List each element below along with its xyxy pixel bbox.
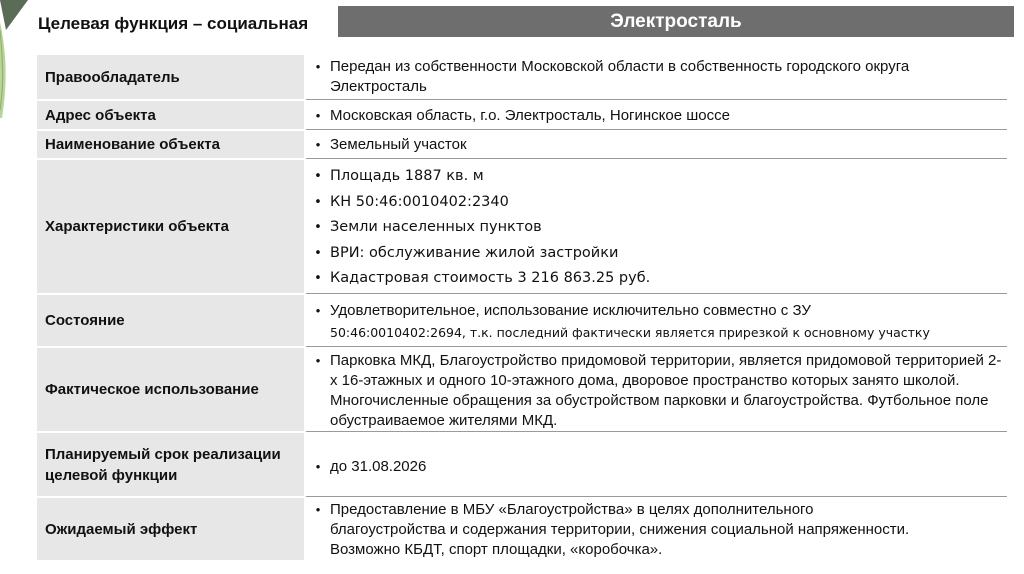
value-planned-term (306, 433, 1007, 497)
value-text: Земельный участок (330, 136, 467, 153)
value-text: Предоставление в МБУ «Благоустройства» в целях дополнительного благоустройства и содержания территории, снижения социальной напряженности. Возможно КБДТ, спорт площадки, «коробочка». (330, 501, 910, 558)
bullet-icon: • (314, 220, 322, 235)
page-title: Целевая функция – социальная (38, 14, 309, 33)
label-characteristics: Характеристики объекта (37, 160, 304, 294)
bullet-icon: • (315, 108, 321, 123)
value-condition (306, 300, 1007, 347)
value-text: до 31.08.2026 (330, 458, 427, 475)
value-expected-effect (306, 500, 1007, 566)
value-text: Удовлетворительное, использование исключительно совместно с ЗУ (330, 302, 811, 319)
bullet-icon: • (314, 169, 322, 184)
value-address (306, 101, 1007, 130)
value-owner (306, 57, 1007, 100)
value-characteristics (306, 164, 1007, 294)
label-actual-use: Фактическое использование (37, 348, 304, 432)
characteristic-item: Земли населенных пунктов (330, 219, 542, 235)
characteristic-item: Кадастровая стоимость 3 216 863.25 руб. (330, 270, 651, 286)
value-name (306, 131, 1007, 159)
bullet-icon: • (315, 459, 321, 474)
characteristic-item: КН 50:46:0010402:2340 (330, 193, 509, 210)
value-text: Московская область, г.о. Электросталь, Ногинское шоссе (330, 107, 730, 124)
bullet-icon: • (315, 353, 321, 368)
label-address: Адрес объекта (37, 101, 304, 130)
bullet-icon: • (315, 502, 321, 517)
bullet-icon: • (315, 137, 321, 152)
label-condition: Состояние (37, 295, 304, 347)
green-leaf-decoration (0, 0, 34, 120)
characteristic-item: ВРИ: обслуживание жилой застройки (330, 244, 619, 261)
bullet-icon: • (314, 194, 322, 210)
bullet-icon: • (315, 303, 321, 318)
bullet-icon: • (314, 245, 322, 261)
value-text: Парковка МКД, Благоустройство придомовой территории, является придомовой территорией 2-х 16-этажных и одного 10-этажного дома, дворовое пространство которых занято школой. Многочисленные обращения за обустройством парковки и благоустройства. Футбольное поле обустраиваемое жителями МКД. (330, 352, 1002, 429)
label-name: Наименование объекта (37, 131, 304, 159)
value-text: Передан из собственности Московской области в собственность городского округа Электросталь (330, 58, 910, 95)
value-text-continued: 50:46:0010402:2694, т.к. последний фактически является прирезкой к основному участку (330, 325, 930, 340)
label-planned-term: Планируемый срок реализации целевой функции (37, 433, 304, 497)
city-header: Электросталь (338, 6, 1014, 37)
bullet-icon: • (315, 59, 321, 74)
label-owner: Правообладатель (37, 55, 304, 100)
characteristic-item: Площадь 1887 кв. м (330, 168, 484, 184)
bullet-icon: • (314, 271, 322, 286)
value-actual-use (306, 351, 1007, 432)
label-expected-effect: Ожидаемый эффект (37, 498, 304, 561)
